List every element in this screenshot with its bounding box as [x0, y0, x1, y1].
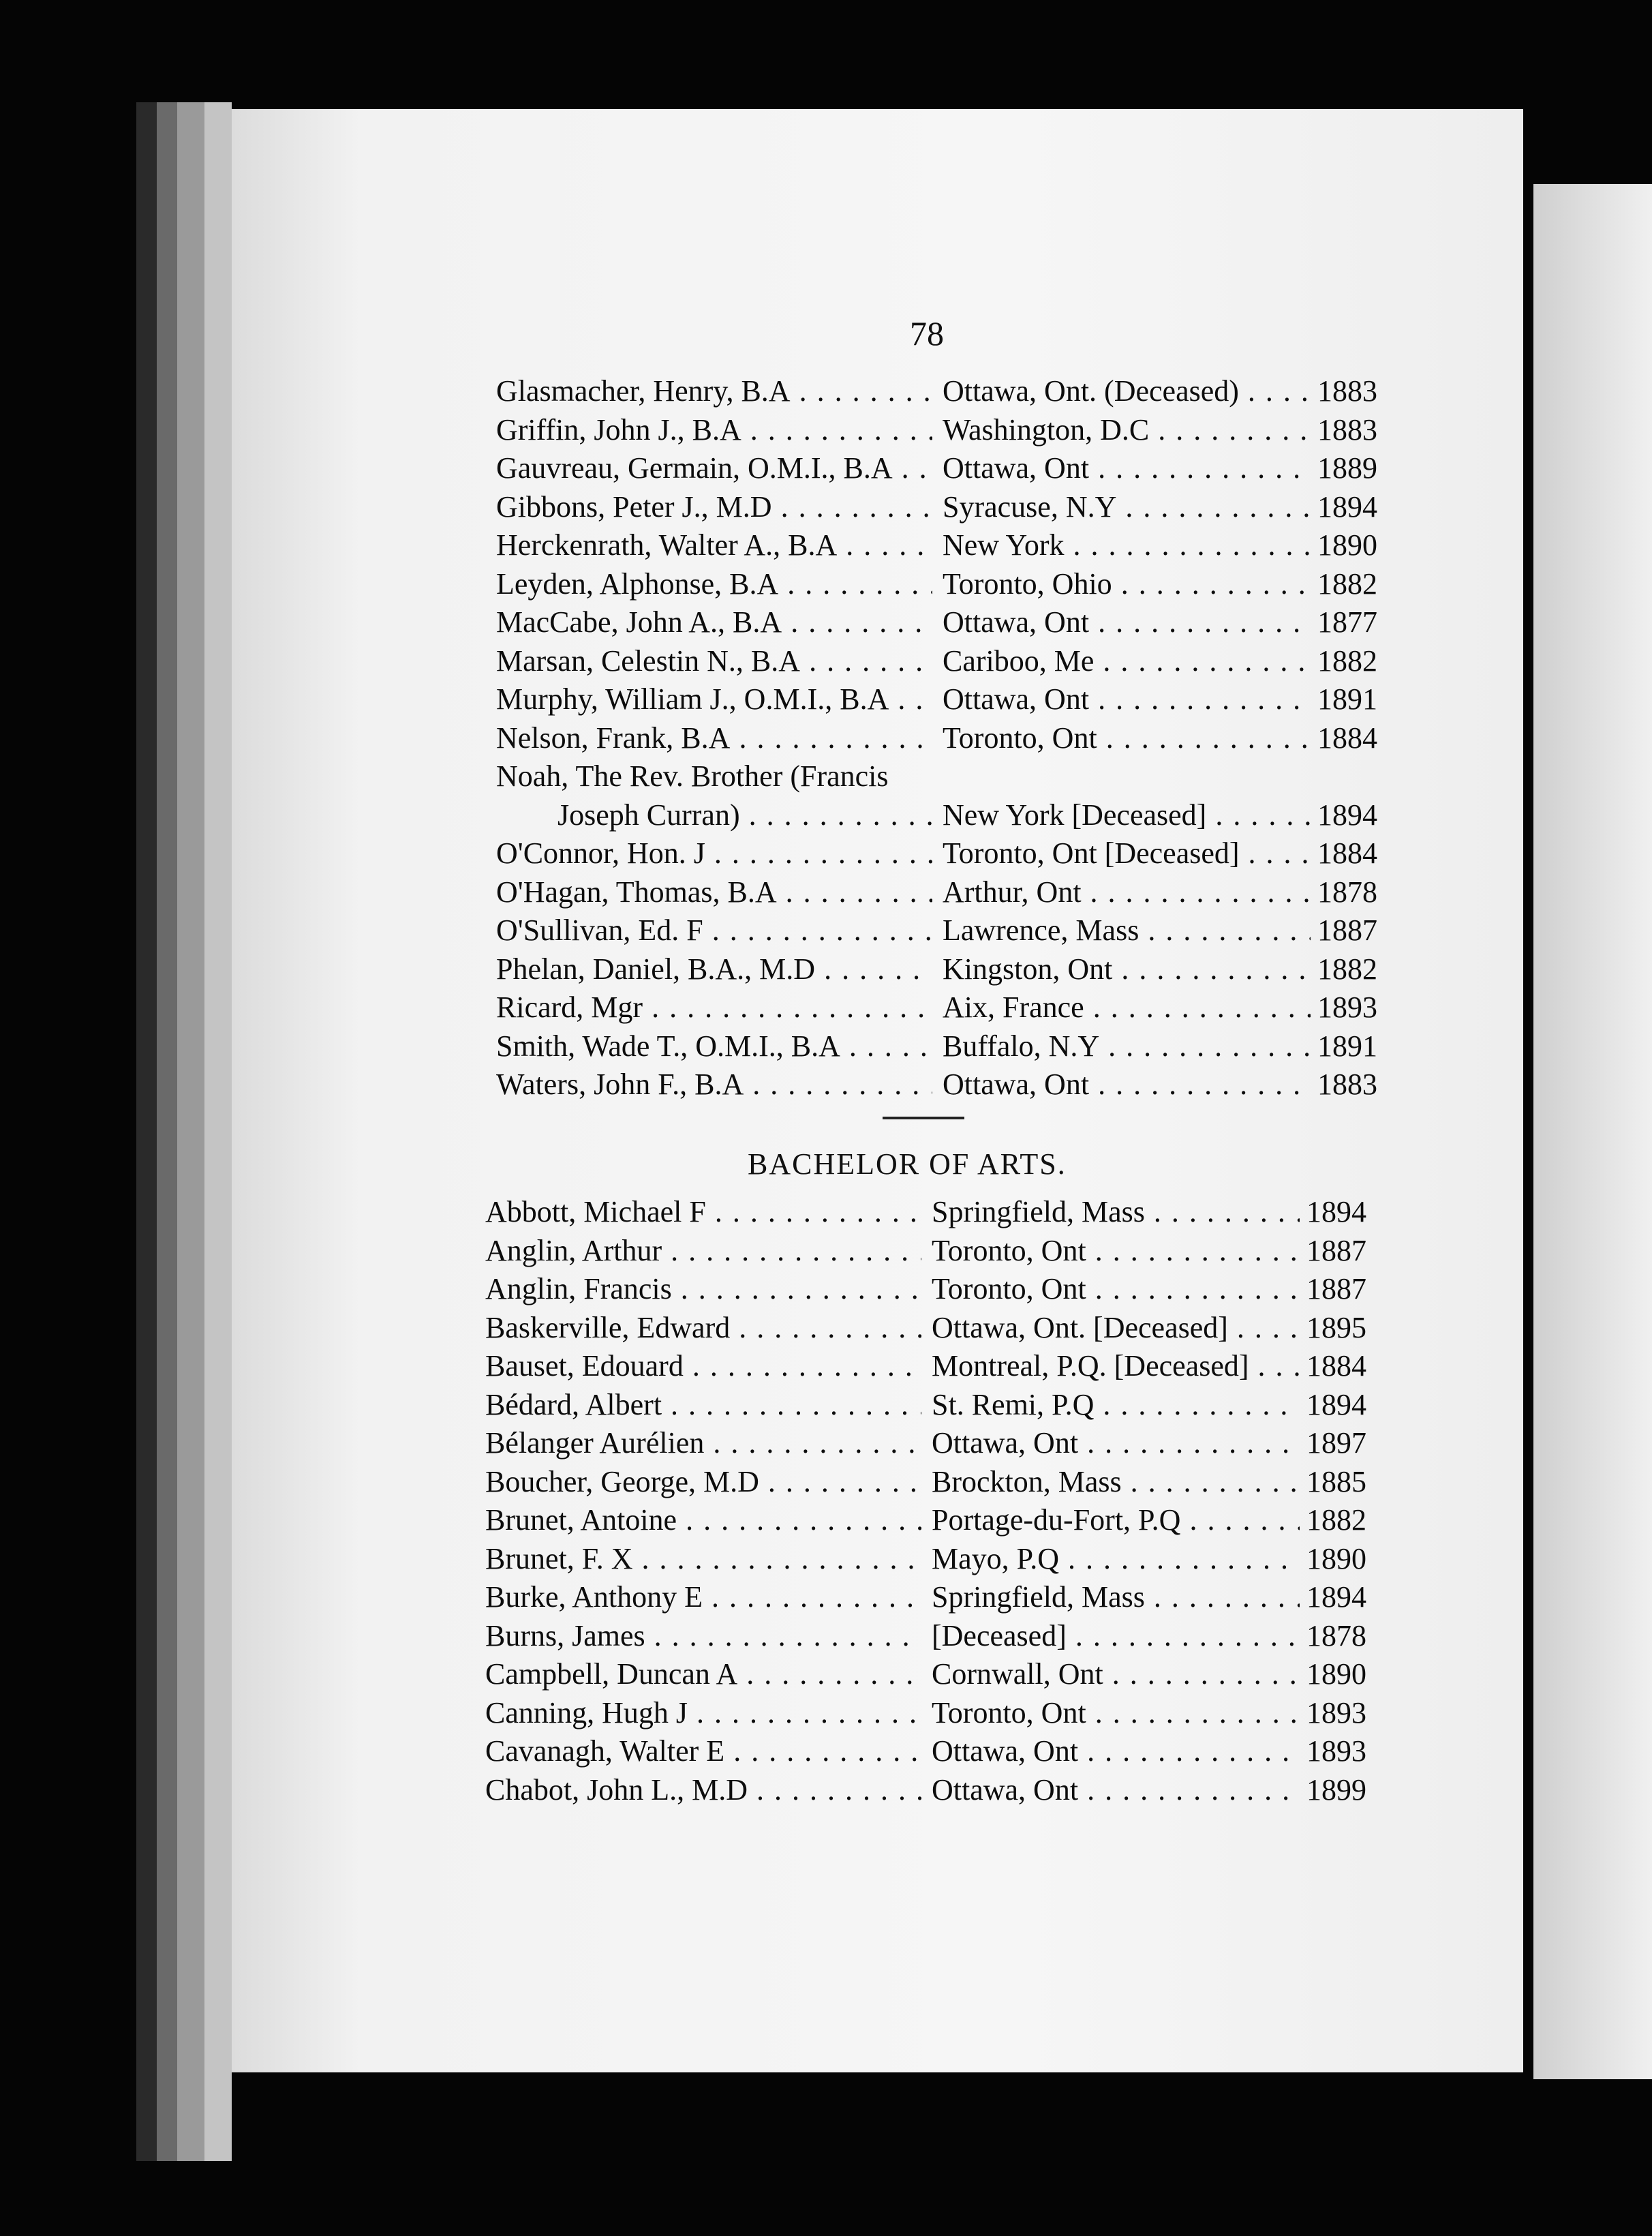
entry-year: 1885: [1306, 1464, 1366, 1498]
entry-name: Waters, John F., B.A . . .: [496, 1067, 932, 1102]
list-entry: [485, 1657, 1385, 1697]
entry-name: Leyden, Alphonse, B.A . . .: [496, 566, 932, 601]
entry-year: 1899: [1306, 1772, 1366, 1807]
entry-place: Ottawa, Ont . . .: [943, 451, 1311, 485]
entry-year: 1882: [1317, 644, 1377, 678]
section-heading: BACHELOR OF ARTS.: [748, 1147, 1067, 1181]
section-divider: [883, 1117, 964, 1119]
entry-year: 1895: [1306, 1310, 1366, 1344]
entry-year: 1884: [1317, 836, 1377, 870]
entry-year: 1897: [1306, 1426, 1366, 1460]
entry-name: Joseph Curran) . . .: [557, 798, 932, 832]
list-entry: [485, 1271, 1385, 1312]
entry-name: Burke, Anthony E . . .: [485, 1580, 921, 1614]
entry-place: Ottawa, Ont . . .: [932, 1772, 1300, 1807]
entry-name: Baskerville, Edward . . .: [485, 1310, 921, 1345]
entry-place: Springfield, Mass . . .: [932, 1580, 1300, 1614]
entry-name: Marsan, Celestin N., B.A . . .: [496, 644, 932, 678]
entry-name: MacCabe, John A., B.A . . .: [496, 605, 932, 639]
book-page-edge: [204, 102, 232, 2161]
list-entry: [485, 1348, 1385, 1389]
list-entry: [496, 798, 1396, 839]
entry-year: 1893: [1306, 1734, 1366, 1768]
entry-place: Toronto, Ont . . .: [932, 1233, 1300, 1268]
entry-place: Springfield, Mass . . .: [932, 1194, 1300, 1229]
list-entry: [496, 451, 1396, 492]
entry-place: Ottawa, Ont. [Deceased] . . .: [932, 1310, 1300, 1345]
entry-place: Mayo, P.Q . . .: [932, 1541, 1300, 1576]
list-entry: [485, 1580, 1385, 1620]
entry-place: Montreal, P.Q. [Deceased] . . .: [932, 1348, 1300, 1383]
entry-year: 1893: [1306, 1695, 1366, 1729]
list-entry: [485, 1425, 1385, 1466]
entry-year: 1894: [1317, 798, 1377, 832]
list-entry: [496, 990, 1396, 1031]
list-entry: [496, 1067, 1396, 1108]
entry-name: Glasmacher, Henry, B.A . . .: [496, 374, 932, 408]
entry-place: Lawrence, Mass . . .: [943, 913, 1311, 948]
entry-name: Chabot, John L., M.D . . .: [485, 1772, 921, 1807]
entry-name: Campbell, Duncan A . . .: [485, 1657, 921, 1691]
entry-name: Phelan, Daniel, B.A., M.D . . .: [496, 952, 932, 986]
list-entry: [485, 1541, 1385, 1582]
entry-name: Herckenrath, Walter A., B.A . . .: [496, 528, 932, 562]
list-entry: [496, 952, 1396, 993]
entry-year: 1894: [1306, 1195, 1366, 1228]
entry-year: 1890: [1306, 1541, 1366, 1575]
list-entry: [496, 836, 1396, 877]
list-entry: [496, 875, 1396, 916]
list-entry: [485, 1734, 1385, 1774]
entry-year: 1887: [1306, 1272, 1366, 1305]
entry-place: Arthur, Ont . . .: [943, 875, 1311, 909]
entry-year: 1883: [1317, 374, 1377, 408]
entry-place: Toronto, Ont . . .: [943, 721, 1311, 755]
entry-place: Ottawa, Ont . . .: [943, 605, 1311, 639]
entry-year: 1891: [1317, 682, 1377, 716]
list-entry: [485, 1695, 1385, 1736]
entry-name: Anglin, Francis . . .: [485, 1271, 921, 1306]
entry-place: Ottawa, Ont . . .: [943, 1067, 1311, 1102]
entry-name: Brunet, Antoine . . .: [485, 1502, 921, 1537]
entry-place: Ottawa, Ont . . .: [932, 1734, 1300, 1768]
entry-name: Noah, The Rev. Brother (Francis: [496, 759, 889, 793]
facing-page-edge: [1533, 184, 1652, 2079]
entry-name: Anglin, Arthur . . .: [485, 1233, 921, 1268]
entry-name: O'Connor, Hon. J . . .: [496, 836, 932, 871]
entry-year: 1878: [1306, 1618, 1366, 1652]
entry-name: O'Sullivan, Ed. F . . .: [496, 913, 932, 948]
entry-place: Cariboo, Me . . .: [943, 644, 1311, 678]
entry-place: Toronto, Ont . . .: [932, 1695, 1300, 1730]
list-entry: [496, 528, 1396, 569]
entry-place: Toronto, Ohio . . .: [943, 566, 1311, 601]
entry-name: Bélanger Aurélien . . .: [485, 1425, 921, 1460]
list-entry: [496, 759, 1396, 800]
entry-year: 1883: [1317, 1068, 1377, 1101]
entry-year: 1894: [1306, 1580, 1366, 1614]
entry-name: Murphy, William J., O.M.I., B.A . . .: [496, 682, 932, 716]
page-number: 78: [910, 314, 944, 352]
list-entry: [496, 682, 1396, 723]
entry-name: Burns, James . . .: [485, 1618, 921, 1653]
book-page-edge: [177, 102, 204, 2161]
entry-place: New York [Deceased] . . .: [943, 798, 1311, 832]
entry-name: Cavanagh, Walter E . . .: [485, 1734, 921, 1768]
entry-name: Nelson, Frank, B.A . . .: [496, 721, 932, 755]
entry-name: Abbott, Michael F . . .: [485, 1194, 921, 1229]
entry-year: 1883: [1317, 412, 1377, 447]
entry-place: Cornwall, Ont . . .: [932, 1657, 1300, 1691]
entry-name: Bauset, Edouard . . .: [485, 1348, 921, 1383]
entry-year: 1884: [1317, 721, 1377, 755]
entry-name: Boucher, George, M.D . . .: [485, 1464, 921, 1499]
list-entry: [485, 1387, 1385, 1428]
entry-year: 1890: [1306, 1657, 1366, 1691]
entry-year: 1882: [1306, 1503, 1366, 1537]
list-entry: [496, 644, 1396, 684]
list-entry: [485, 1464, 1385, 1505]
list-entry: [496, 489, 1396, 530]
list-entry: [496, 1029, 1396, 1070]
list-entry: [485, 1618, 1385, 1659]
entry-name: Brunet, F. X . . .: [485, 1541, 921, 1576]
list-entry: [485, 1310, 1385, 1351]
entry-name: Gauvreau, Germain, O.M.I., B.A . . .: [496, 451, 932, 485]
list-entry: [496, 374, 1396, 414]
entry-name: Griffin, John J., B.A . . .: [496, 412, 932, 447]
entry-name: Bédard, Albert . . .: [485, 1387, 921, 1422]
entry-year: 1884: [1306, 1349, 1366, 1383]
list-entry: [485, 1502, 1385, 1543]
entry-year: 1893: [1317, 991, 1377, 1024]
entry-place: Syracuse, N.Y . . .: [943, 489, 1311, 524]
entry-name: Gibbons, Peter J., M.D . . .: [496, 489, 932, 524]
list-entry: [496, 605, 1396, 646]
entry-place: St. Remi, P.Q . . .: [932, 1387, 1300, 1422]
entry-name: Smith, Wade T., O.M.I., B.A . . .: [496, 1029, 932, 1063]
entry-place: New York . . .: [943, 528, 1311, 562]
entry-year: 1878: [1317, 875, 1377, 909]
entry-year: 1891: [1317, 1029, 1377, 1063]
entry-place: Ottawa, Ont . . .: [943, 682, 1311, 716]
entry-place: Toronto, Ont [Deceased] . . .: [943, 836, 1311, 871]
entry-year: 1894: [1306, 1387, 1366, 1421]
entry-place: Portage-du-Fort, P.Q . . .: [932, 1502, 1300, 1537]
list-entry: [485, 1194, 1385, 1235]
entry-name: Canning, Hugh J . . .: [485, 1695, 921, 1730]
entry-place: Kingston, Ont . . .: [943, 952, 1311, 986]
entry-year: 1882: [1317, 566, 1377, 601]
list-entry: [485, 1233, 1385, 1274]
entry-year: 1882: [1317, 952, 1377, 986]
entry-place: Washington, D.C . . .: [943, 412, 1311, 447]
entry-year: 1889: [1317, 451, 1377, 485]
book-page-edge: [157, 102, 177, 2161]
entry-place: Ottawa, Ont . . .: [932, 1425, 1300, 1460]
list-entry: [485, 1772, 1385, 1813]
list-entry: [496, 721, 1396, 761]
list-entry: [496, 412, 1396, 453]
entry-place: [Deceased] . . .: [932, 1618, 1300, 1653]
entry-place: Ottawa, Ont. (Deceased) . . .: [943, 374, 1311, 408]
entry-place: Aix, France . . .: [943, 990, 1311, 1025]
entry-year: 1890: [1317, 528, 1377, 562]
entry-place: Buffalo, N.Y . . .: [943, 1029, 1311, 1063]
list-entry: [496, 566, 1396, 607]
book-spine-edge: [136, 102, 157, 2161]
entry-year: 1877: [1317, 605, 1377, 639]
list-entry: [496, 913, 1396, 954]
entry-year: 1887: [1306, 1233, 1366, 1267]
entry-place: Brockton, Mass . . .: [932, 1464, 1300, 1499]
entry-place: Toronto, Ont . . .: [932, 1271, 1300, 1306]
entry-name: Ricard, Mgr . . .: [496, 990, 932, 1025]
entry-year: 1894: [1317, 489, 1377, 524]
entry-name: O'Hagan, Thomas, B.A . . .: [496, 875, 932, 909]
entry-year: 1887: [1317, 913, 1377, 947]
